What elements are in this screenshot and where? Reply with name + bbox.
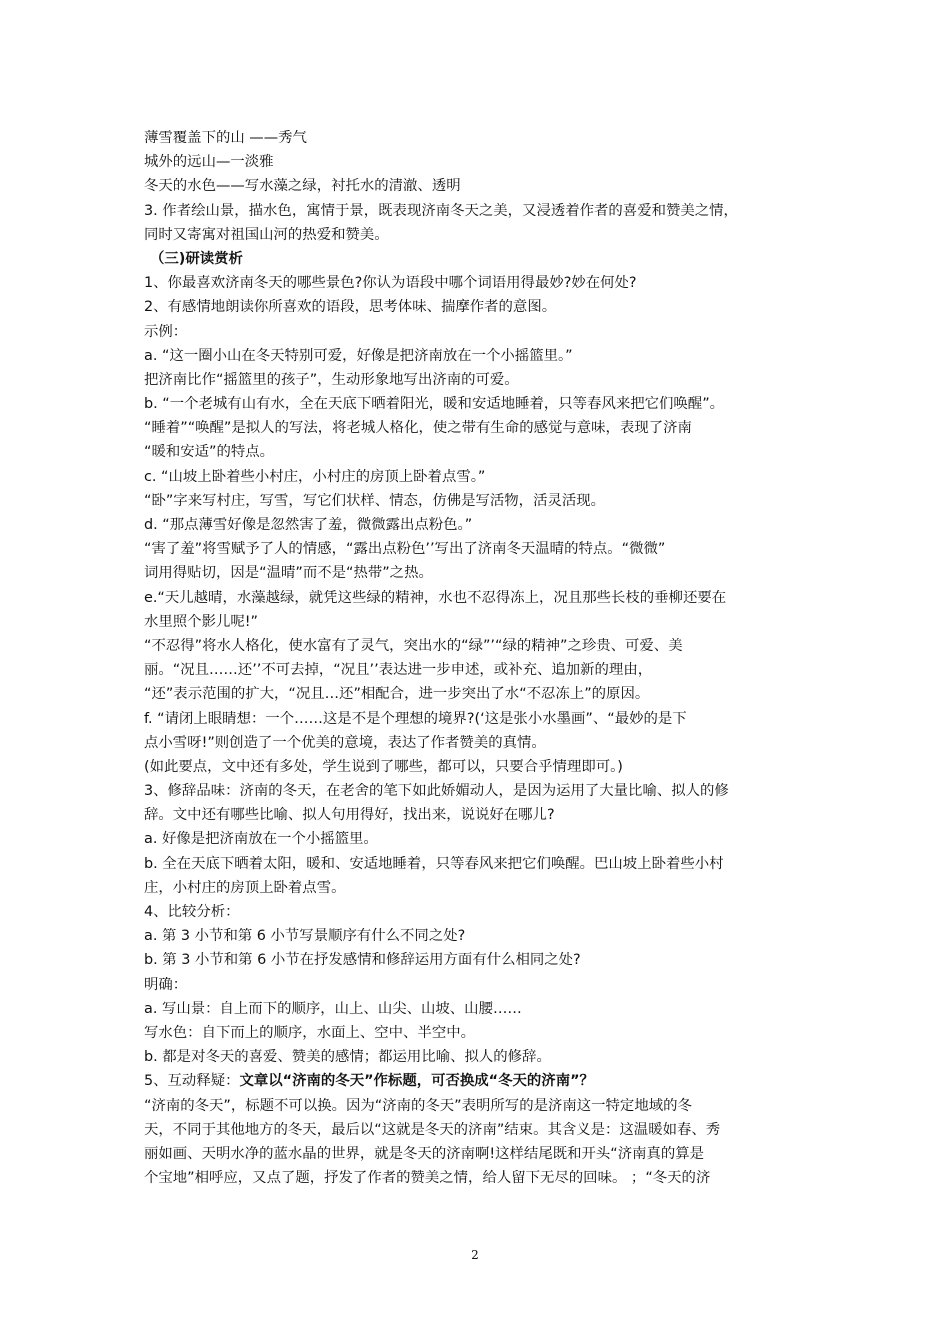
text-line [144,1118,820,1142]
text-line-content: 明确： [144,976,188,993]
text-line-content: （三)研读赏析 [150,250,243,267]
text-line [144,1166,820,1190]
text-line [144,1045,820,1069]
text-line [144,440,820,464]
text-line [144,924,820,948]
text-line [144,876,820,900]
text-line [144,755,820,779]
text-line [144,900,820,924]
text-line-content: 3. 作者绘山景，描水色，寓情于景，既表现济南冬天之美，又浸透着作者的喜爱和赞美之情， [144,202,738,219]
text-line [144,537,820,561]
text-line-content: “卧”字来写村庄，写雪，写它们状样、情态，仿佛是写活物，活灵活现。 [144,492,606,509]
text-line [144,416,820,440]
text-line-content: 天，不同于其他地方的冬天，最后以“这就是冬天的济南”结束。其含义是：这温暖如春、秀 [144,1121,721,1138]
text-line [144,779,820,803]
text-line [144,707,820,731]
text-line [144,731,820,755]
text-line [144,513,820,537]
text-line [144,973,820,997]
text-line-content: d. “那点薄雪好像是忽然害了羞，微微露出点粉色。” [144,517,473,533]
text-line-content: 4、比较分析： [144,904,240,920]
text-line-content: 庄，小村庄的房顶上卧着点雪。 [144,879,346,896]
text-line [144,392,820,416]
text-line-content: “不忍得”将水人格化，使水富有了灵气，突出水的“绿”’“绿的精神”之珍贵、可爱、美 [144,637,683,654]
text-line-content: b. 都是对冬天的喜爱、赞美的感情；都运用比喻、拟人的修辞。 [144,1049,551,1066]
page-number: 2 [471,1248,479,1262]
text-line [144,852,820,876]
text-line-content: 点小雪呀!”则创造了一个优美的意境，表达了作者赞美的真情。 [144,734,546,751]
text-line-content: (如此要点，文中还有多处，学生说到了哪些，都可以，只要合乎情理即可。) [144,758,623,775]
text-line-content: 薄雪覆盖下的山 ——秀气 [144,130,307,146]
text-line [144,150,820,174]
text-line [144,344,820,368]
text-line-content: “睡着”“唤醒”是拟人的写法，将老城人格化，使之带有生命的感觉与意味，表现了济南 [144,420,692,437]
text-line [144,247,820,271]
text-line-content: 示例： [144,323,188,340]
text-line-content: a. 好像是把济南放在一个小摇篮里。 [144,831,378,848]
text-line-content: c. “山坡上卧着些小村庄，小村庄的房顶上卧着点雪。” [144,468,486,485]
text-line [144,271,820,295]
text-line-content: f. “请闭上眼睛想：一个……这是不是个理想的境界?(‘这是张小水墨画”、“最妙的是下 [144,710,687,727]
bold-question: 文章以“济南的冬天”作标题，可否换成“冬天的济南”？ [239,1073,594,1090]
text-line [144,997,820,1021]
text-line [144,174,820,198]
text-line-content: 同时又寄寓对祖国山河的热爱和赞美。 [144,226,389,243]
text-line-content: 写水色：自下而上的顺序，水面上、空中、半空中。 [144,1024,475,1041]
text-line-content: b. 全在天底下晒着太阳，暖和、安适地睡着，只等春风来把它们唤醒。巴山坡上卧着些小村 [144,855,724,872]
text-line [144,126,820,150]
text-line [144,827,820,851]
text-line [144,295,820,319]
text-line-content: 城外的远山—一淡雅 [144,154,274,171]
text-line [144,368,820,392]
text-line-content: a. 第 3 小节和第 6 小节写景顺序有什么不同之处? [144,928,466,945]
text-line [144,634,820,658]
text-line-content: 2、有感情地朗读你所喜欢的语段，思考体味、揣摩作者的意图。 [144,299,557,316]
text-line [144,682,820,706]
text-line [144,465,820,489]
text-line [144,199,820,223]
text-line-content: 丽。“况且……还’’不可去掉，“况且’’表达进一步申述，或补充、追加新的理由， [144,662,653,679]
text-line [144,1094,820,1118]
text-line-content: e.“天儿越晴，水藻越绿，就凭这些绿的精神，水也不忍得冻上，况且那些长枝的垂柳还要在 [144,589,727,606]
text-line-content: 3、修辞品味：济南的冬天，在老舍的笔下如此娇媚动人，是因为运用了大量比喻、拟人的修 [144,783,729,800]
text-line-content: 冬天的水色——写水藻之绿，衬托水的清澈、透明 [144,178,461,195]
text-line [144,1069,820,1093]
text-line [144,803,820,827]
text-line [144,610,820,634]
text-line-content: a. 写山景：自上而下的顺序，山上、山尖、山坡、山腰…… [144,1000,522,1017]
text-line-content: 辞。文中还有哪些比喻、拟人句用得好，找出来，说说好在哪儿? [144,807,555,824]
text-line-content: b. 第 3 小节和第 6 小节在抒发感情和修辞运用方面有什么相同之处? [144,952,581,969]
document-body [144,126,820,1190]
text-line-content: 词用得贴切，因是“温晴”而不是“热带”之热。 [144,565,433,582]
text-line-content: 5、互动释疑： [144,1073,240,1090]
text-line-content: “还”表示范围的扩大，“况且…还”相配合，进一步突出了水“不忍冻上”的原因。 [144,686,650,703]
text-line-content: b. “一个老城有山有水，全在天底下晒着阳光，暖和安适地睡着，只等春风来把它们唤醒”。 [144,396,725,413]
text-line-content: 丽如画、天明水净的蓝水晶的世界，就是冬天的济南啊!这样结尾既和开头“济南真的算是 [144,1145,705,1162]
text-line-content: 1、你最喜欢济南冬天的哪些景色?你认为语段中哪个词语用得最妙?妙在何处? [144,275,637,292]
text-line-content: 个宝地”相呼应，又点了题，抒发了作者的赞美之情，给人留下无尽的回味。 ；“冬天的济 [144,1170,711,1187]
text-line-content: “济南的冬天”，标题不可以换。因为“济南的冬天”表明所写的是济南这一特定地域的冬 [144,1097,692,1114]
text-line [144,1021,820,1045]
text-line [144,561,820,585]
text-line-content: 把济南比作“摇篮里的孩子”，生动形象地写出济南的可爱。 [144,371,519,388]
text-line [144,223,820,247]
text-line-content: a. “这一圈小山在冬天特别可爱，好像是把济南放在一个小摇篮里。” [144,347,573,364]
text-line-content: 水里照个影儿呢!” [144,613,258,630]
text-line-content: “暖和安适”的特点。 [144,444,275,461]
text-line [144,489,820,513]
text-line [144,320,820,344]
text-line [144,586,820,610]
text-line-content: “害了羞”将雪赋予了人的情感，“露出点粉色’’写出了济南冬天温晴的特点。“微微” [144,541,666,558]
text-line [144,948,820,972]
text-line [144,658,820,682]
text-line [144,1142,820,1166]
